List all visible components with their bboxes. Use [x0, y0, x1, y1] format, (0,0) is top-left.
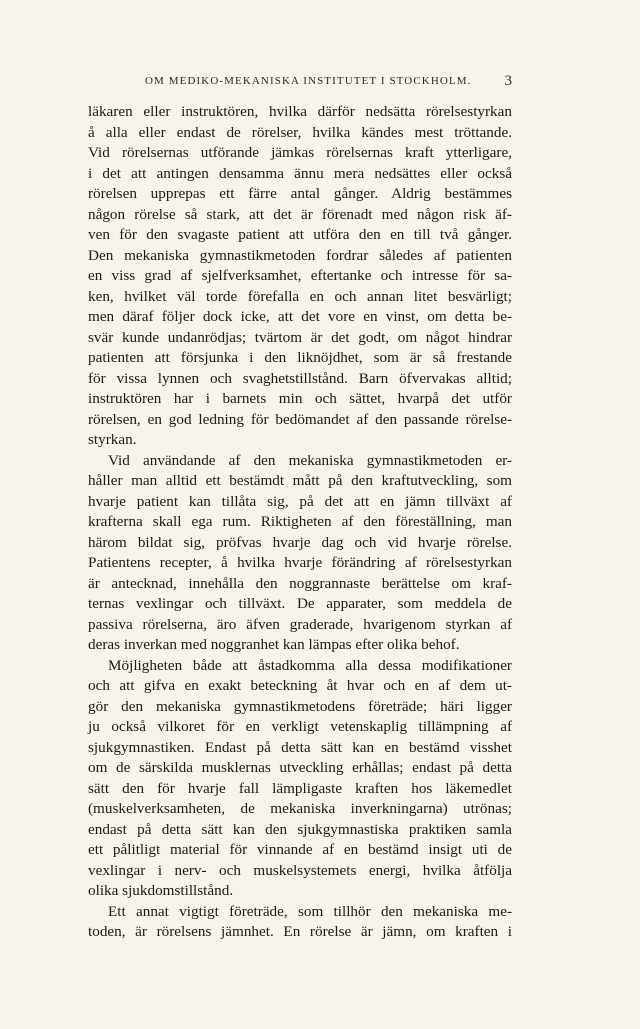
text-line: ken, hvilket väl torde förefalla en och annan litet besvärligt; [88, 287, 512, 305]
text-line: deras inverkan med noggranhet kan lämpas efter olika behof. [88, 636, 460, 653]
text-line: om de särskilda musklernas utveckling erhållas; endast på detta [88, 759, 512, 776]
text-line: läkaren eller instruktören, hvilka därför nedsätta rörelsestyrkan [88, 103, 512, 120]
text-line: håller man alltid ett bestämdt mått på den kraftutveckling, som [88, 472, 512, 489]
text-line: för vissa lynnen och svaghetstillstånd. Barn öfvervakas alltid; [88, 369, 512, 387]
text-line: patienten att försjunka i den liknöjdhet, som är så frestande [88, 349, 512, 366]
text-line: Den mekaniska gymnastikmetoden fordrar således af patienten [88, 246, 512, 264]
text-line: sätt den för hvarje fall lämpligaste kraften hos läkemedlet [88, 779, 512, 797]
text-line: Ett annat vigtigt företräde, som tillhör den mekaniska me- [108, 902, 512, 920]
text-line: en viss grad af sjelfverksamhet, eftertanke och intresse för sa- [88, 267, 512, 284]
body-text [88, 102, 512, 943]
text-line: krafterna skall ega rum. Riktigheten af den föreställning, man [88, 513, 512, 530]
text-line: rörelsen, en god ledning för bedömandet af den passande rörelse- [88, 410, 512, 428]
text-line: vexlingar i nerv- och muskelsystemets energi, hvilka åtfölja [88, 861, 512, 879]
text-line: härom bildat sig, pröfvas hvarje dag och vid hvarje rörelse. [88, 533, 512, 551]
text-line: toden, är rörelsens jämnhet. En rörelse är jämn, om kraften i [88, 923, 512, 940]
text-line: å alla eller endast de rörelser, hvilka kändes mest tröttande. [88, 123, 512, 141]
text-line: passiva rörelserna, äro äfven graderade, hvarigenom styrkan af [88, 615, 512, 633]
text-line: är antecknad, innehålla den noggrannaste berättelse om kraf- [88, 574, 512, 592]
text-line: gör den mekaniska gymnastikmetodens företräde; häri ligger [88, 697, 512, 715]
text-line: endast på detta sätt kan den sjukgymnastiska praktiken samla [88, 820, 512, 838]
text-line: Möjligheten både att åstadkomma alla dessa modifikationer [108, 656, 512, 674]
text-line: styrkan. [88, 431, 137, 448]
text-line: ternas vexlingar och tillväxt. De apparater, som meddela de [88, 595, 512, 612]
text-line: instruktören har i barnets min och sättet, hvarpå det utför [88, 390, 512, 407]
text-line: Vid användande af den mekaniska gymnastikmetoden er- [108, 451, 512, 469]
text-line: ven för den svagaste patient att utföra den en till två gånger. [88, 226, 512, 243]
text-line: och att gifva en exakt beteckning åt hvar och en af dem ut- [88, 677, 512, 694]
text-line: ett pålitligt material för vinnande af en bestämd insigt uti de [88, 841, 512, 858]
text-line: sjukgymnastiken. Endast på detta sätt kan en bestämd visshet [88, 738, 512, 756]
text-line: rörelsen upprepas ett färre antal gånger. Aldrig bestämmes [88, 185, 512, 202]
page-number: 3 [504, 73, 512, 89]
text-line: i det att antingen densamma ännu mera nedsättes eller också [88, 164, 512, 182]
text-line: (muskelverksamheten, de mekaniska inverkningarna) utrönas; [88, 800, 512, 817]
text-line: olika sjukdomstillstånd. [88, 882, 234, 899]
text-line: men däraf följer dock icke, att det vore en vinst, om detta be- [88, 308, 512, 325]
text-line: hvarje patient kan tillåta sig, på det att en jämn tillväxt af [88, 492, 512, 510]
running-title: OM MEDIKO-MEKANISKA INSTITUTET I STOCKHOLM. [145, 75, 472, 87]
text-line: någon rörelse så stark, att det är förenadt med någon risk äf- [88, 205, 512, 223]
text-line: ju också vilkoret för en verkligt vetenskaplig tillämpning af [88, 718, 512, 735]
text-line: Vid rörelsernas utförande jämkas rörelsernas kraft ytterligare, [88, 144, 512, 161]
text-line: Patientens recepter, å hvilka hvarje förändring af rörelsestyrkan [88, 554, 512, 571]
running-head [88, 75, 512, 91]
text-line: svär kunde undanrödjas; tvärtom är det godt, om något hindrar [88, 328, 512, 346]
